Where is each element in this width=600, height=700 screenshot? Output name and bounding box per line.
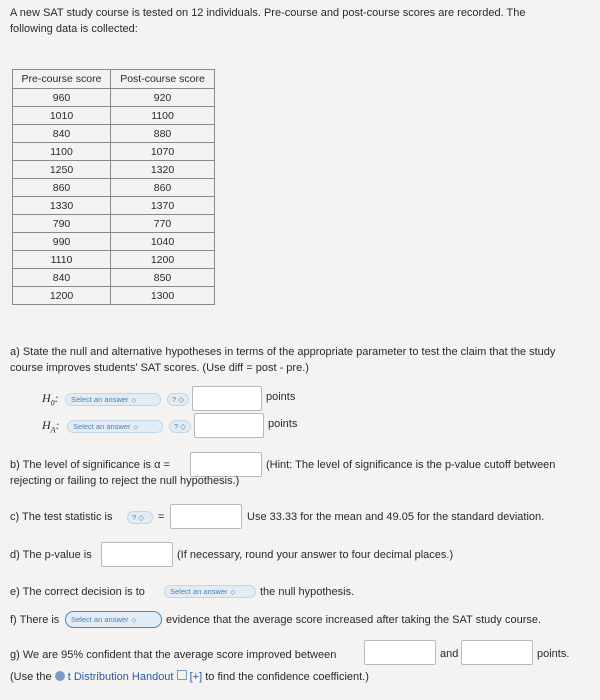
part-e-question: e) The correct decision is to <box>10 586 145 598</box>
part-g-points: points. <box>537 648 570 660</box>
ha-label: $H_A$: <box>42 418 60 435</box>
score-table <box>12 69 215 305</box>
table-row <box>13 215 215 233</box>
ci-lower-input[interactable] <box>364 640 436 665</box>
post-score-cell: 1040 <box>111 233 215 251</box>
test-statistic-input[interactable] <box>170 504 242 529</box>
post-score-cell: 860 <box>111 179 215 197</box>
t-distribution-handout-link[interactable]: t Distribution Handout <box>67 671 174 683</box>
post-score-cell: 770 <box>111 215 215 233</box>
pre-score-cell: 1200 <box>13 287 111 305</box>
external-link-icon <box>177 670 187 680</box>
evidence-select[interactable]: Select an answer ◇ <box>65 611 162 628</box>
test-statistic-symbol-select[interactable]: ? ◇ <box>127 511 153 524</box>
use-suffix: to find the confidence coefficient.) <box>205 671 369 683</box>
part-c-equals: = <box>158 511 165 523</box>
ha-relation-select[interactable]: ? ◇ <box>169 420 191 433</box>
part-e-after: the null hypothesis. <box>260 586 355 598</box>
table-row <box>13 107 215 125</box>
post-score-cell: 920 <box>111 89 215 107</box>
part-b-hint: (Hint: The level of significance is the p-value cutoff between rejecting or failing to reject the null hypothesis.) <box>10 459 556 487</box>
part-c-hint: Use 33.33 for the mean and 49.05 for the standard deviation. <box>247 511 545 523</box>
post-score-cell: 1200 <box>111 251 215 269</box>
h0-label: $H_0$: <box>42 391 59 408</box>
h0-points-label: points <box>266 391 296 403</box>
post-score-cell: 1370 <box>111 197 215 215</box>
part-g-and: and <box>440 648 459 660</box>
p-value-input[interactable] <box>101 542 173 567</box>
column-header-post: Post-course score <box>111 70 215 89</box>
table-row <box>13 143 215 161</box>
pre-score-cell: 1010 <box>13 107 111 125</box>
table-row <box>13 161 215 179</box>
ha-parameter-select[interactable]: Select an answer ◇ <box>67 420 163 433</box>
part-d-question: d) The p-value is <box>10 549 92 561</box>
table-row <box>13 233 215 251</box>
table-row <box>13 287 215 305</box>
pre-score-cell: 1250 <box>13 161 111 179</box>
post-score-cell: 1100 <box>111 107 215 125</box>
table-row <box>13 269 215 287</box>
pre-score-cell: 840 <box>13 125 111 143</box>
table-row <box>13 197 215 215</box>
part-f-after: evidence that the average score increased after taking the SAT study course. <box>166 614 542 626</box>
ha-points-label: points <box>268 418 298 430</box>
post-score-cell: 1070 <box>111 143 215 161</box>
h0-relation-select[interactable]: ? ◇ <box>167 393 189 406</box>
part-g-instructions <box>10 669 369 685</box>
pre-score-cell: 960 <box>13 89 111 107</box>
column-header-pre: Pre-course score <box>13 70 111 89</box>
post-score-cell: 850 <box>111 269 215 287</box>
expand-handout-link[interactable]: [+] <box>189 671 203 683</box>
problem-intro: A new SAT study course is tested on 12 individuals. Pre-course and post-course scores are recorded. The following data is collected: <box>10 7 526 35</box>
part-d-hint: (If necessary, round your answer to four decimal places.) <box>177 549 454 561</box>
part-f-question: f) There is <box>10 614 60 626</box>
part-g-question: g) We are 95% confident that the average score improved between <box>10 649 337 661</box>
part-b-question: b) The level of significance is α = <box>10 459 170 471</box>
table-row <box>13 251 215 269</box>
pre-score-cell: 1100 <box>13 143 111 161</box>
pre-score-cell: 840 <box>13 269 111 287</box>
pre-score-cell: 1330 <box>13 197 111 215</box>
post-score-cell: 880 <box>111 125 215 143</box>
decision-select[interactable]: Select an answer ◇ <box>164 585 256 598</box>
table-header-row <box>13 70 215 89</box>
pre-score-cell: 990 <box>13 233 111 251</box>
ha-value-input[interactable] <box>194 413 264 438</box>
pre-score-cell: 1110 <box>13 251 111 269</box>
ci-upper-input[interactable] <box>461 640 533 665</box>
table-row <box>13 125 215 143</box>
use-prefix: (Use the <box>10 671 52 683</box>
part-a-question: a) State the null and alternative hypotheses in terms of the appropriate parameter to test the claim that the study course improves students' SAT scores. (Use diff = post - pre.) <box>10 346 556 374</box>
link-icon <box>55 671 65 681</box>
pre-score-cell: 790 <box>13 215 111 233</box>
h0-value-input[interactable] <box>192 386 262 411</box>
post-score-cell: 1320 <box>111 161 215 179</box>
table-row <box>13 89 215 107</box>
post-score-cell: 1300 <box>111 287 215 305</box>
h0-parameter-select[interactable]: Select an answer ◇ <box>65 393 161 406</box>
pre-score-cell: 860 <box>13 179 111 197</box>
table-row <box>13 179 215 197</box>
part-c-question: c) The test statistic is <box>10 511 113 523</box>
